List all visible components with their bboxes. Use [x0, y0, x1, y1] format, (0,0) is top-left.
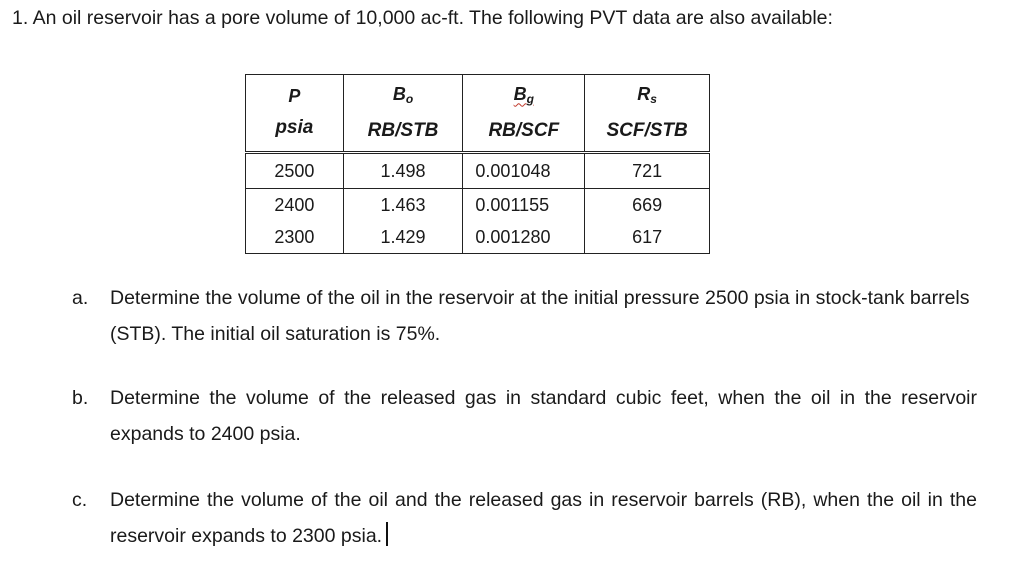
table-cell: 1.498	[343, 153, 463, 189]
question-text: Determine the volume of the released gas in standard cubic feet, when the oil in the reservoir expands to 2400 psia.	[110, 387, 977, 445]
question-marker: b.	[72, 387, 89, 409]
problem-title: 1. An oil reservoir has a pore volume of 10,000 ac-ft. The following PVT data are also available:	[12, 7, 833, 29]
table-cell: 669	[585, 189, 710, 222]
table-cell: 0.001048	[463, 153, 585, 189]
table-cell: 1.429	[343, 221, 463, 254]
table-cell: 0.001155	[463, 189, 585, 222]
question-marker: a.	[72, 287, 89, 309]
table-cell: 2400	[246, 189, 344, 222]
table-cell: 2500	[246, 153, 344, 189]
header-gas-fvf: $B_g$ RB/SCF	[463, 75, 585, 153]
table-cell: 617	[585, 221, 710, 254]
pvt-data-table	[245, 74, 710, 254]
header-oil-fvf: $B_o$ RB/STB	[343, 75, 463, 153]
table-row	[246, 153, 710, 189]
question-marker: c.	[72, 489, 88, 511]
question-text[interactable]: Determine the volume of the oil and the released gas in reservoir barrels (RB), when the oil in the reservoir expands to 2300 psia.	[110, 489, 977, 547]
header-solution-gor: $R_s$ SCF/STB	[585, 75, 710, 153]
table-cell: 1.463	[343, 189, 463, 222]
table-cell: 0.001280	[463, 221, 585, 254]
question-a	[72, 280, 977, 352]
table-row	[246, 189, 710, 222]
question-c[interactable]	[72, 482, 977, 554]
question-text: Determine the volume of the oil in the reservoir at the initial pressure 2500 psia in stock-tank barrels (STB). The initial oil saturation is 75%.	[110, 287, 970, 345]
table-header-row	[246, 75, 710, 153]
table-cell: 2300	[246, 221, 344, 254]
text-cursor	[386, 522, 388, 546]
question-b	[72, 380, 977, 452]
table-cell: 721	[585, 153, 710, 189]
table-row	[246, 221, 710, 254]
header-pressure: P psia	[246, 75, 344, 153]
